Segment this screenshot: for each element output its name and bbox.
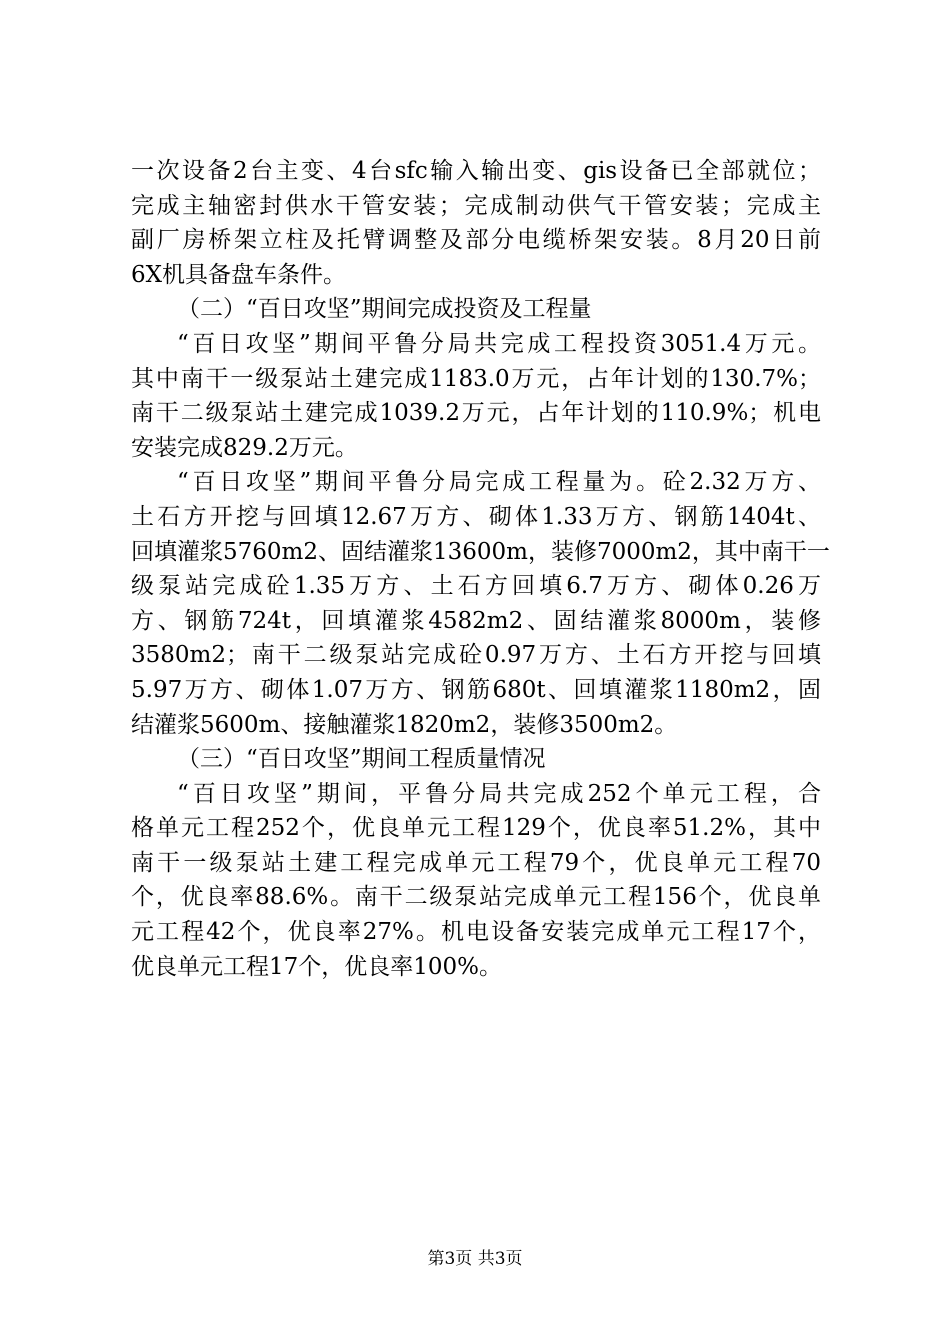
text-line: 一次设备2台主变、4台sfc输入输出变、gis设备已全部就位；: [131, 158, 821, 184]
text-line: 南干二级泵站土建完成1039.2万元，占年计划的110.9%；机电: [131, 400, 821, 427]
text-line: 方、钢筋724t，回填灌浆4582m2、固结灌浆8000m，装修: [131, 607, 821, 634]
text-line: 其中南干一级泵站土建完成1183.0万元，占年计划的130.7%；: [131, 365, 821, 392]
page-number-footer: 第3页 共3页: [427, 1249, 523, 1269]
text-line: 结灌浆5600m、接触灌浆1820m2，装修3500m2。: [131, 711, 678, 738]
text-line: 安装完成829.2万元。: [131, 434, 358, 461]
section-heading: （三）“百日攻坚”期间工程质量情况: [177, 746, 546, 773]
text-line: 6X机具备盘车条件。: [131, 261, 347, 288]
text-line: 5.97万方、砌体1.07万方、钢筋680t、回填灌浆1180m2，固: [131, 676, 821, 703]
text-line: 3580m2；南干二级泵站完成砼0.97万方、土石方开挖与回填: [131, 642, 821, 669]
text-line: 南干一级泵站土建工程完成单元工程79个，优良单元工程70: [131, 849, 821, 876]
text-line: 元工程42个，优良率27%。机电设备安装完成单元工程17个，: [131, 919, 821, 946]
section-heading: （二）“百日攻坚”期间完成投资及工程量: [177, 296, 592, 323]
text-line: 土石方开挖与回填12.67万方、砌体1.33万方、钢筋1404t、: [131, 503, 821, 530]
text-line: 副厂房桥架立柱及托臂调整及部分电缆桥架安装。8月20日前: [131, 227, 821, 254]
text-line: “百日攻坚”期间平鲁分局共完成工程投资3051.4万元。: [177, 330, 821, 357]
document-body: [131, 154, 830, 984]
text-line: “百日攻坚”期间平鲁分局完成工程量为。砼2.32万方、: [177, 469, 821, 496]
text-line: 个，优良率88.6%。南干二级泵站完成单元工程156个，优良单: [131, 884, 821, 911]
text-line: 回填灌浆5760m2、固结灌浆13600m，装修7000m2，其中南干一: [131, 538, 830, 565]
text-line: 完成主轴密封供水干管安装；完成制动供气干管安装；完成主: [131, 192, 821, 219]
text-line: 优良单元工程17个，优良率100%。: [131, 953, 503, 980]
text-line: “百日攻坚”期间，平鲁分局共完成252个单元工程，合: [177, 780, 821, 807]
text-line: 级泵站完成砼1.35万方、土石方回填6.7万方、砌体0.26万: [131, 573, 821, 600]
text-line: 格单元工程252个，优良单元工程129个，优良率51.2%，其中: [131, 815, 821, 842]
